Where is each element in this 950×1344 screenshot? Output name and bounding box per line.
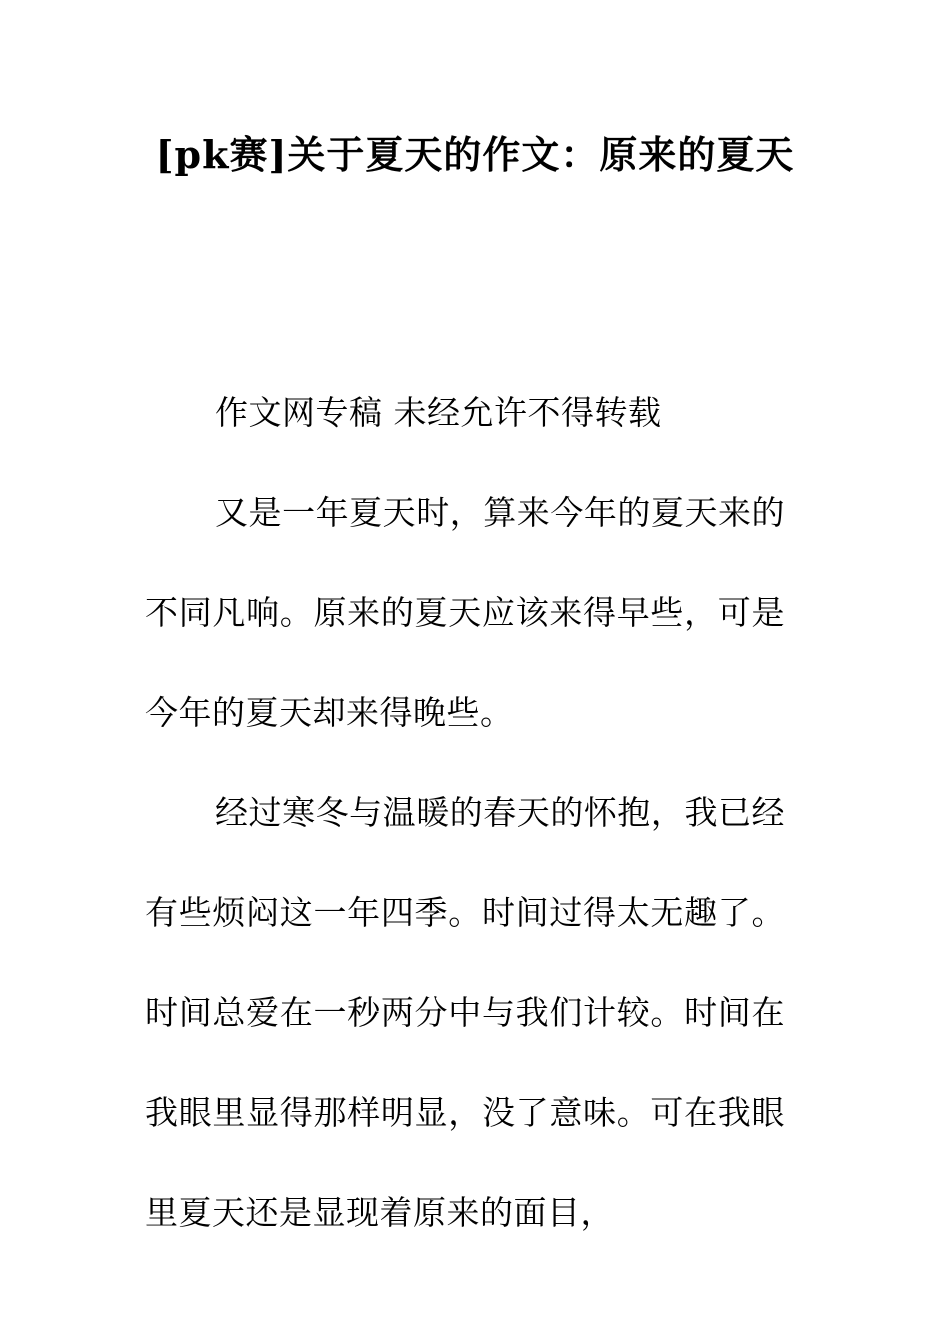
document-title: [pk赛]关于夏天的作文：原来的夏天: [155, 132, 795, 177]
paragraph-2: 经过寒冬与温暖的春天的怀抱，我已经有些烦闷这一年四季。时间过得太无趣了。时间总爱在一秒两分中与我们计较。时间在我眼里显得那样明显，没了意味。可在我眼里夏天还是显现着原来的面目，: [145, 793, 785, 1232]
paragraph-1: 又是一年夏天时，算来今年的夏天来的不同凡响。原来的夏天应该来得早些，可是今年的夏天却来得晚些。: [145, 493, 785, 732]
paragraph-notice: 作文网专稿 未经允许不得转载: [215, 393, 662, 432]
document-body: [145, 363, 785, 1263]
